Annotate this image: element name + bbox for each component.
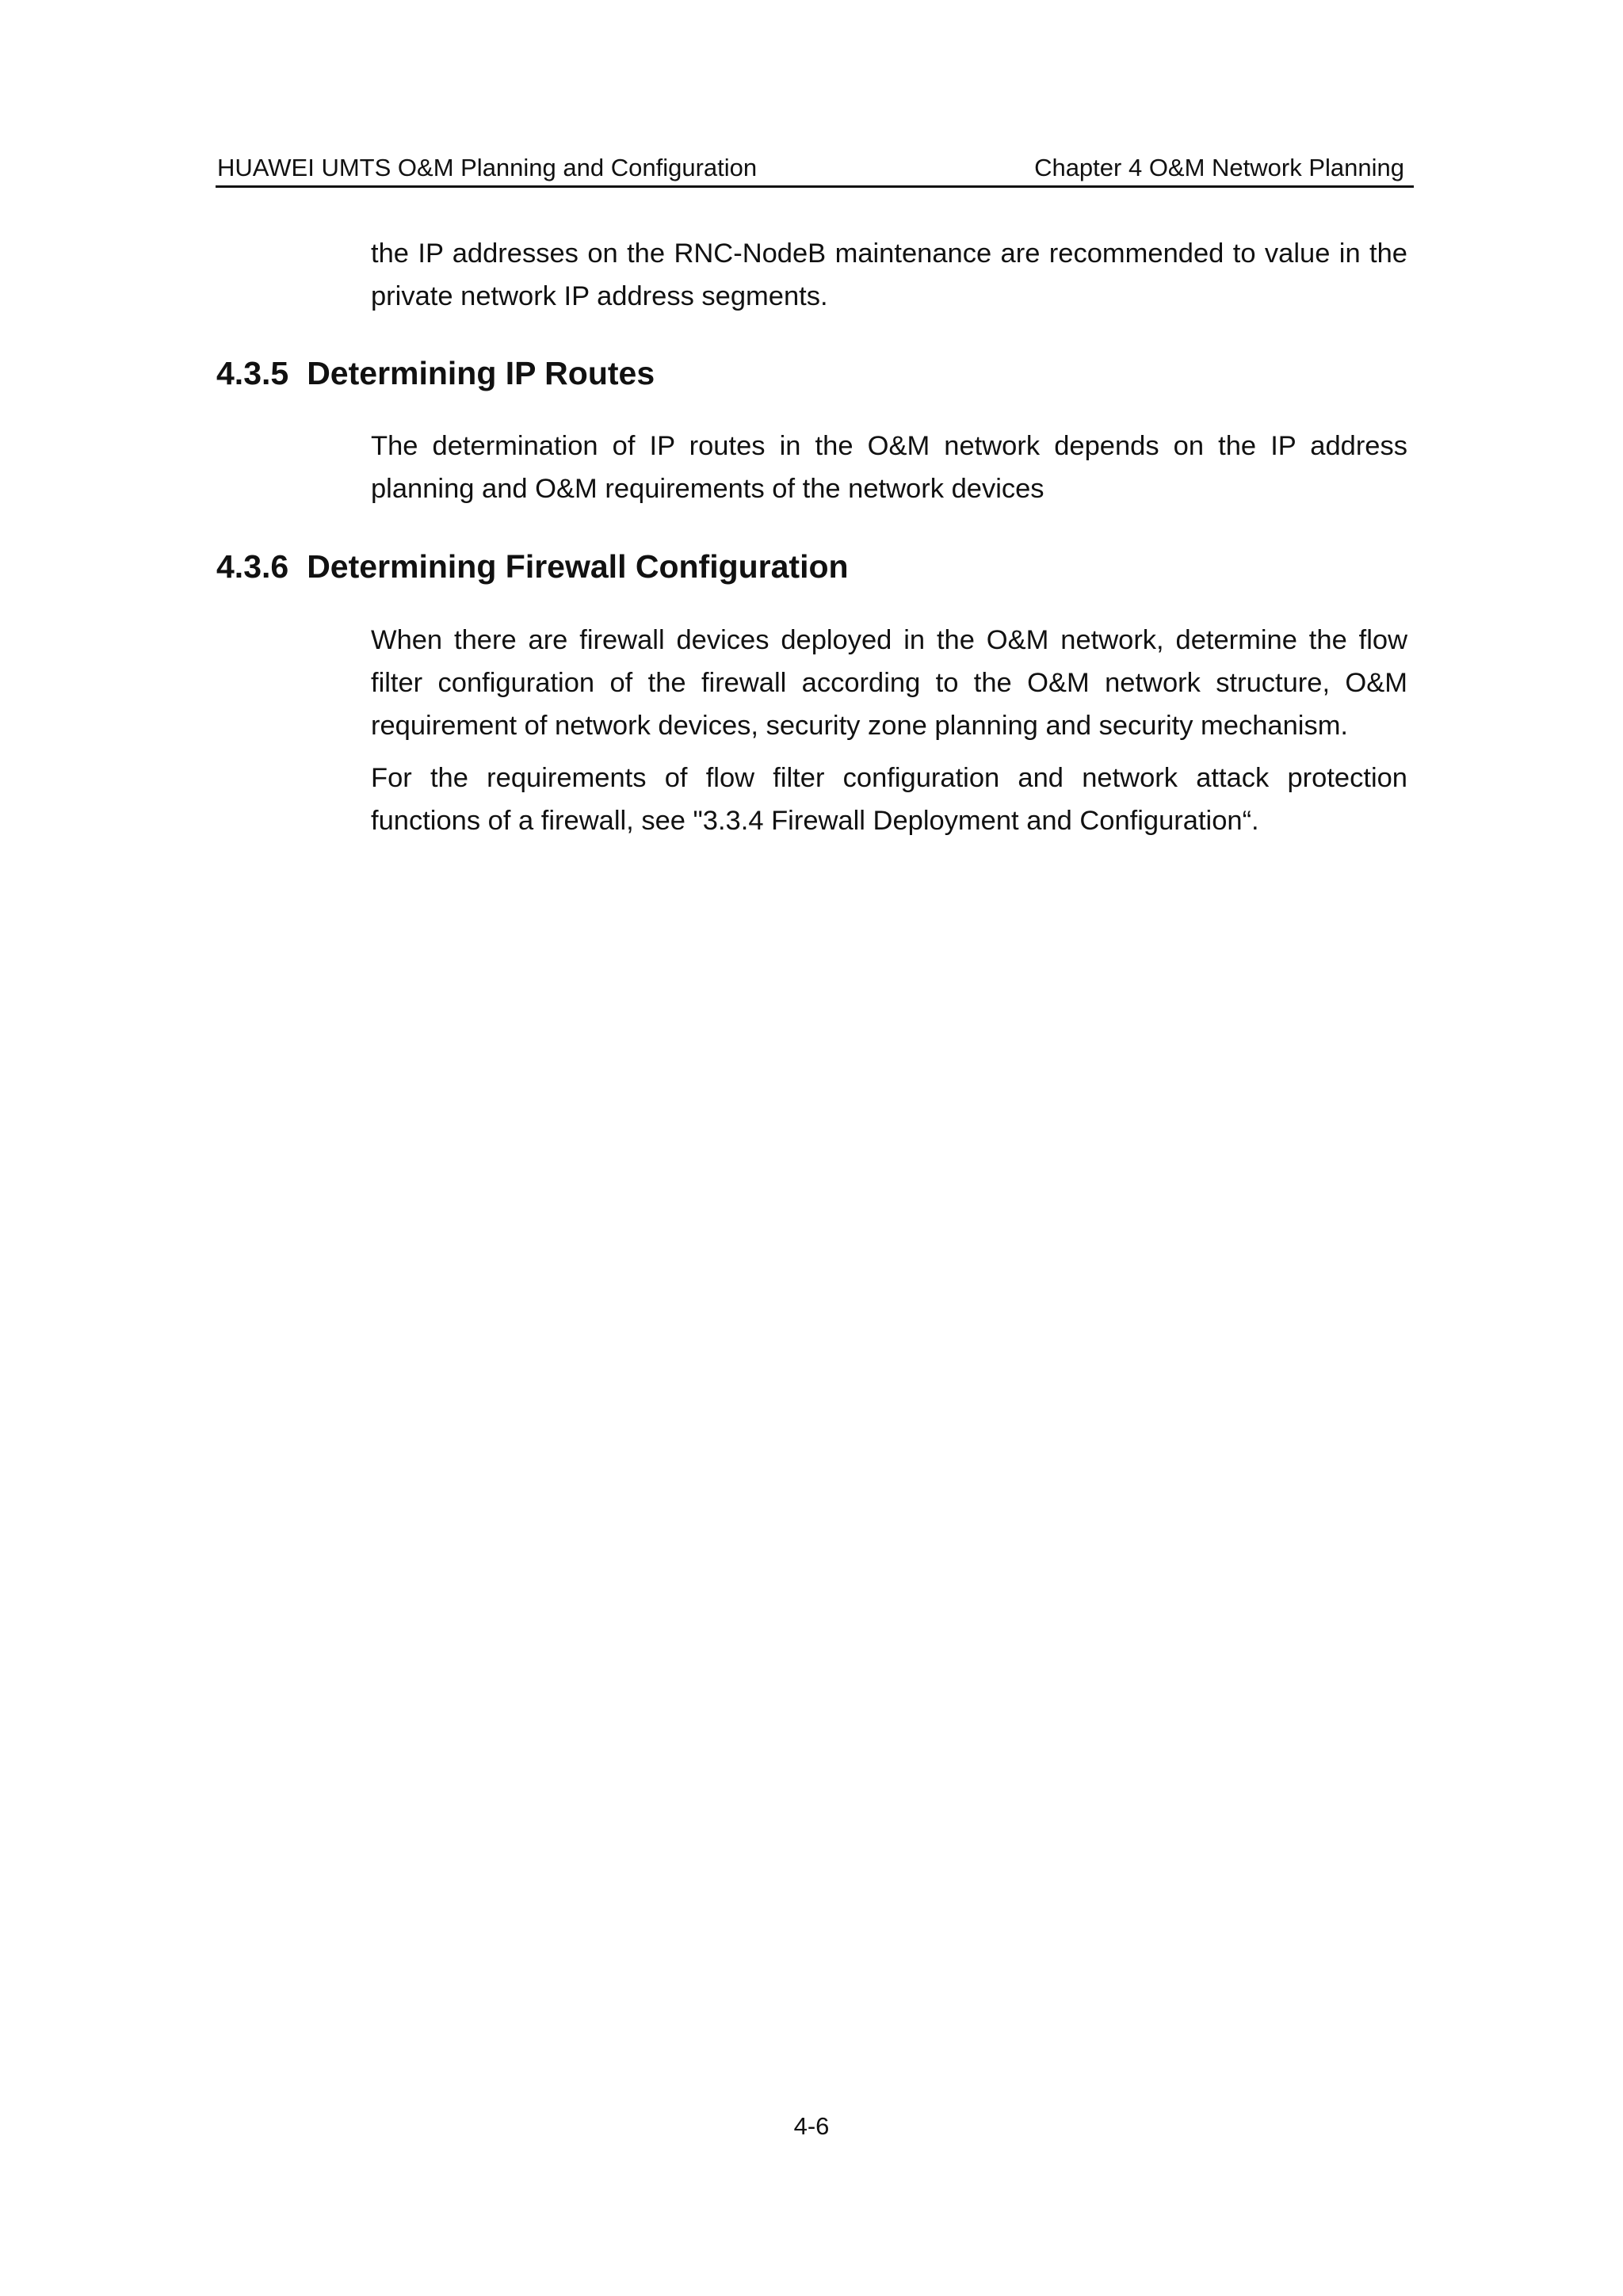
- continued-paragraph: the IP addresses on the RNC-NodeB maintenance are recommended to value in the private network IP address segments.: [371, 238, 1407, 311]
- header-document-title: HUAWEI UMTS O&M Planning and Configuration: [217, 154, 758, 181]
- section-heading-4-3-6: [216, 547, 849, 586]
- section-title: Determining Firewall Configuration: [307, 548, 849, 585]
- section-4-3-6-paragraph-2: For the requirements of flow filter configuration and network attack protection functions of a firewall, see "3.3.4 Firewall Deployment and Configuration“.: [371, 763, 1407, 836]
- page-number: 4-6: [793, 2112, 830, 2140]
- page-header: [216, 151, 1414, 188]
- section-number: 4.3.6: [216, 548, 289, 585]
- section-4-3-6-paragraph-1: When there are firewall devices deployed in the O&M network, determine the flow filter configuration of the firewall according to the O&M network structure, O&M requirement of network devices, security zone planning and security mechanism.: [371, 625, 1407, 741]
- section-4-3-5-paragraph: The determination of IP routes in the O&M network depends on the IP address planning and O&M requirements of the network devices: [371, 431, 1407, 504]
- section-number: 4.3.5: [216, 355, 289, 391]
- section-heading-4-3-5: [216, 353, 655, 393]
- section-title: Determining IP Routes: [307, 355, 655, 391]
- header-chapter-title: Chapter 4 O&M Network Planning: [1034, 154, 1404, 181]
